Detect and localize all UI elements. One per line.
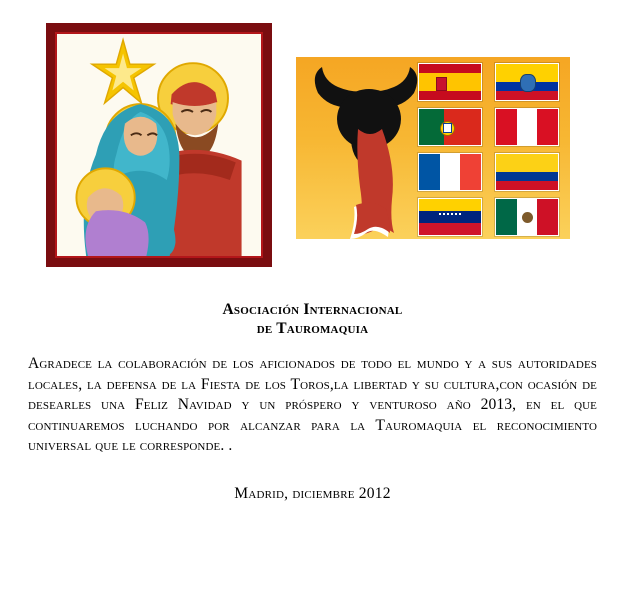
place-and-date: Madrid, diciembre 2012 [234,484,391,502]
organization-title-line1: Asociación Internacional [222,301,403,318]
flag-ecuador [495,63,559,101]
nativity-image [55,32,263,258]
organization-title [0,300,625,338]
flag-peru [495,108,559,146]
document-text [0,300,625,503]
flag-france [418,153,482,191]
flag-mexico [495,198,559,236]
flag-colombia [495,153,559,191]
flag-venezuela [418,198,482,236]
body-paragraph: Agradece la colaboración de los aficionados de todo el mundo y a sus autoridades locales, la defensa de la Fiesta de los Toros,la libertad y su cultura,con ocasión de desearles una Feliz Navidad y un próspero y venturoso año 2013, en el que continuaremos luchando por alcanzar para la Tauromaquia el reconocimiento universal que le corresponde. . [28,355,597,454]
nativity-image-frame [46,23,272,267]
bull-flags-banner [296,57,570,239]
nativity-illustration-icon [57,34,261,256]
organization-title-line2: de Tauromaquia [256,320,369,337]
flag-grid [418,63,562,236]
flag-spain [418,63,482,101]
flag-portugal [418,108,482,146]
images-row [0,0,625,290]
